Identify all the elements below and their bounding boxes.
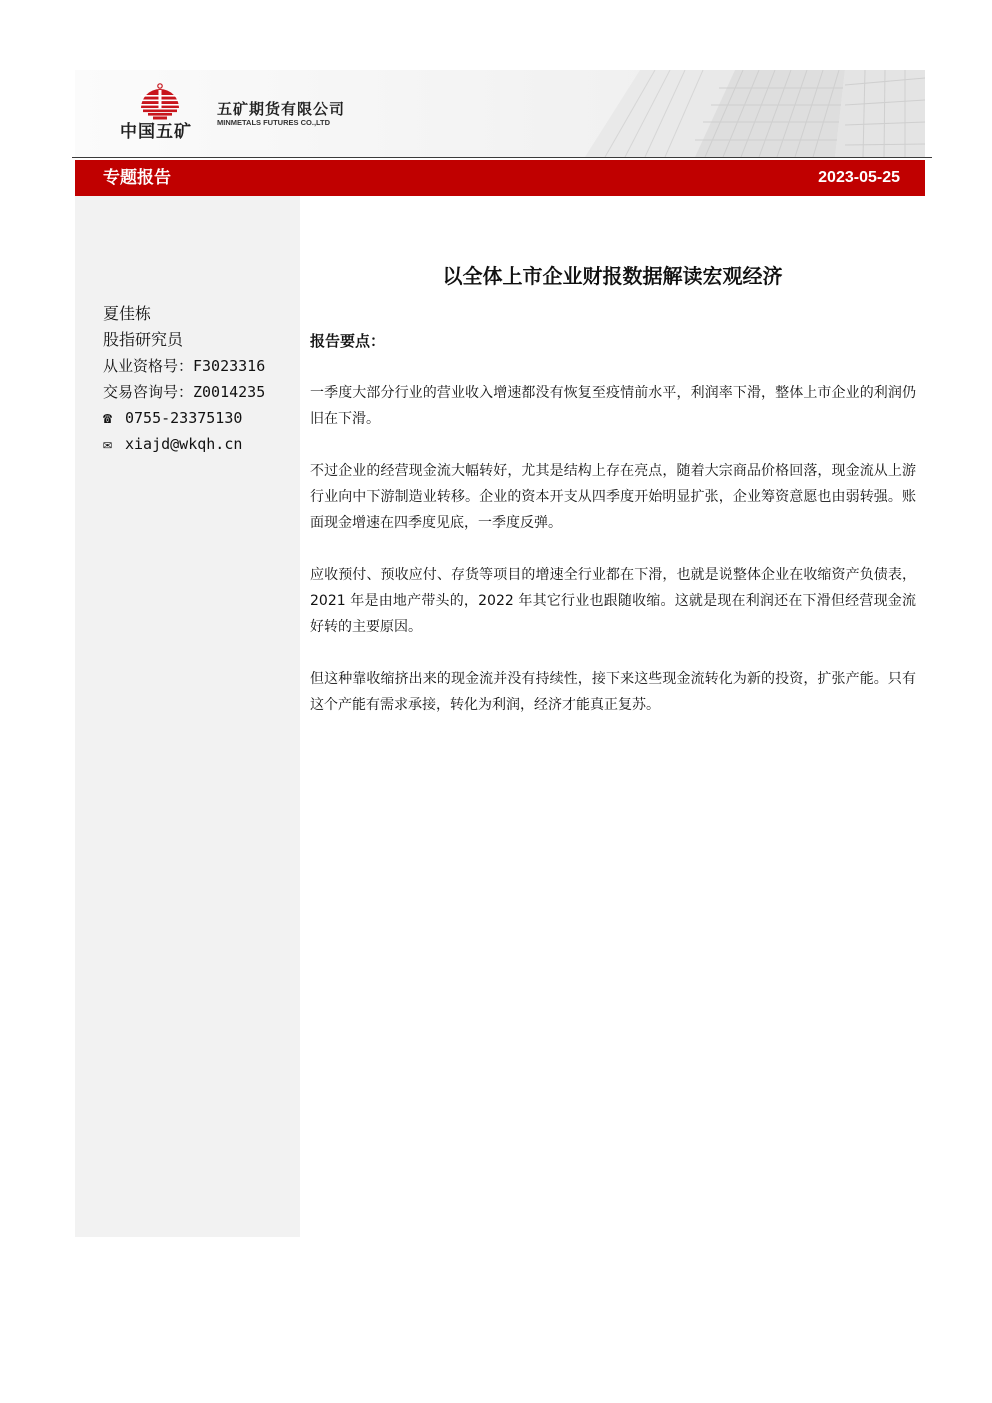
author-qualification: 从业资格号：F3023316: [103, 357, 266, 375]
summary-paragraph: 但这种靠收缩挤出来的现金流并没有持续性，接下来这些现金流转化为新的投资，扩张产能。只有这个产能有需求承接，转化为利润，经济才能真正复苏。: [310, 671, 916, 713]
summary-paragraph: 一季度大部分行业的营业收入增速都没有恢复至疫情前水平，利润率下滑，整体上市企业的利润仍旧在下滑。: [310, 385, 916, 427]
author-email[interactable]: xiajd@wkqh.cn: [125, 435, 243, 453]
report-header: [75, 70, 925, 157]
author-consulting-number: 交易咨询号：Z0014235: [103, 383, 266, 401]
summary-heading: 报告要点：: [310, 332, 386, 350]
report-title: 以全体上市企业财报数据解读宏观经济: [442, 264, 783, 288]
report-category: 专题报告: [103, 168, 171, 188]
company-name-en: MINMETALS FUTURES CO.,LTD: [217, 118, 331, 127]
author-phone-line: [103, 405, 265, 431]
author-email-line: [103, 431, 265, 457]
author-phone: 0755-23375130: [125, 409, 243, 427]
summary-paragraph: 不过企业的经营现金流大幅转好，尤其是结构上存在亮点，随着大宗商品价格回落，现金流从上游行业向中下游制造业转移。企业的资本开支从四季度开始明显扩张，企业筹资意愿也由弱转强。账面现金增速在四季度见底，一季度反弹。: [310, 463, 916, 531]
phone-icon: ☎: [103, 409, 113, 427]
summary-paragraph: 应收预付、预收应付、存货等项目的增速全行业都在下滑，也就是说整体企业在收缩资产负债表，2021 年是由地产带头的，2022 年其它行业也跟随收缩。这就是现在利润还在下滑但经营现金流好转的主要原因。: [310, 567, 916, 635]
report-banner: [75, 160, 925, 196]
author-info: [103, 301, 265, 457]
summary-body: [310, 380, 916, 744]
mail-icon: ✉: [103, 435, 113, 453]
author-role: 股指研究员: [103, 330, 184, 349]
author-name: 夏佳栋: [103, 304, 152, 323]
header-divider: [72, 157, 932, 158]
logo-text: 中国五矿: [120, 122, 192, 142]
building-graphic: [545, 70, 925, 157]
report-date: 2023-05-25: [818, 169, 900, 186]
company-name: 五矿期货有限公司: [217, 100, 346, 118]
minmetals-emblem-icon: [138, 82, 182, 120]
